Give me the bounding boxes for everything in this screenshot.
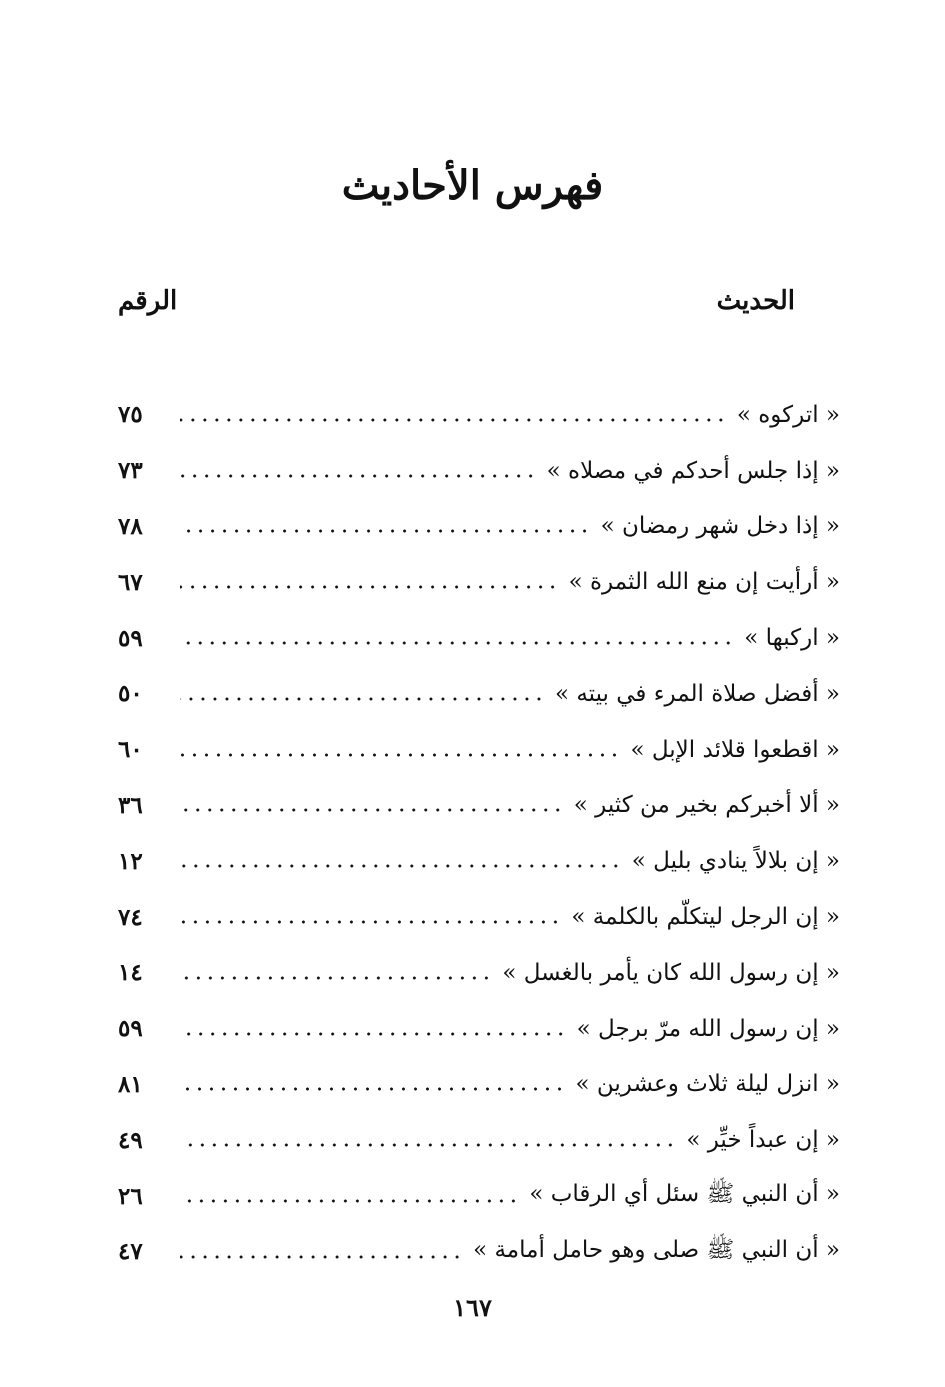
leader-dots	[180, 1255, 463, 1259]
entry-text: « أن النبي ﷺ صلى وهو حامل أمامة »	[473, 1236, 840, 1263]
entry-text: « إن رسول الله مرّ برجل »	[576, 1015, 840, 1042]
entry-number: ٥٩	[118, 1015, 143, 1043]
entry-text: « اقطعوا قلائد الإبل »	[630, 736, 840, 763]
entry-number: ١٤	[118, 959, 143, 987]
entry-number: ٧٣	[118, 457, 143, 485]
leader-dots	[180, 808, 564, 812]
leader-dots	[180, 1143, 676, 1147]
entry-text: « ألا أخبركم بخير من كثير »	[573, 792, 840, 819]
leader-dots	[180, 920, 561, 924]
entry-text: « إن رسول الله كان يأمر بالغسل »	[502, 959, 840, 986]
index-entry	[118, 443, 840, 499]
entry-text: « إذا دخل شهر رمضان »	[600, 513, 840, 540]
leader-dots	[180, 697, 545, 701]
index-entry	[118, 1168, 840, 1224]
leader-dots	[180, 1087, 565, 1091]
page-title: فهرس الأحاديث	[341, 162, 604, 209]
index-entry	[118, 1057, 840, 1113]
leader-dots	[180, 1032, 567, 1036]
index-entry	[118, 387, 840, 443]
leader-dots	[180, 529, 591, 533]
entry-text: « أفضل صلاة المرء في بيته »	[554, 680, 840, 707]
index-entry	[118, 778, 840, 834]
entry-text: « إن الرجل ليتكلّم بالكلمة »	[571, 904, 840, 931]
index-entry	[118, 554, 840, 610]
entry-number: ٤٩	[118, 1126, 143, 1154]
entry-text: « اتركوه »	[736, 401, 840, 428]
column-header-number: الرقم	[118, 286, 178, 316]
entry-number: ٥٩	[118, 624, 143, 652]
index-entry	[118, 499, 840, 555]
entry-number: ٦٧	[118, 568, 143, 596]
column-header-hadith: الحديث	[716, 286, 795, 316]
index-entry	[118, 1112, 840, 1168]
leader-dots	[180, 585, 559, 589]
leader-dots	[180, 976, 492, 980]
entry-number: ٨١	[118, 1070, 143, 1098]
page-number: ١٦٧	[453, 1293, 492, 1322]
index-entry	[118, 1001, 840, 1057]
entry-number: ٤٧	[118, 1238, 143, 1266]
index-entry	[118, 722, 840, 778]
entry-number: ٢٦	[118, 1182, 143, 1210]
index-entry	[118, 889, 840, 945]
entry-number: ١٢	[118, 847, 143, 875]
index-entry	[118, 1224, 840, 1280]
hadith-index-list	[118, 387, 840, 1280]
index-entry	[118, 945, 840, 1001]
entry-text: « إن بلالاً ينادي بليل »	[631, 848, 840, 875]
entry-number: ٧٥	[118, 401, 143, 429]
leader-dots	[180, 864, 622, 868]
leader-dots	[180, 474, 537, 478]
leader-dots	[180, 641, 734, 645]
entry-text: « أن النبي ﷺ سئل أي الرقاب »	[529, 1181, 840, 1208]
entry-number: ٥٠	[118, 680, 143, 708]
leader-dots	[180, 753, 620, 757]
entry-number: ٣٦	[118, 791, 143, 819]
index-entry	[118, 610, 840, 666]
entry-number: ٧٤	[118, 903, 143, 931]
entry-text: « إذا جلس أحدكم في مصلاه »	[546, 457, 840, 484]
entry-text: « إن عبداً خيِّر »	[686, 1127, 840, 1154]
entry-text: « أرأيت إن منع الله الثمرة »	[568, 569, 840, 596]
index-entry	[118, 666, 840, 722]
index-entry	[118, 833, 840, 889]
leader-dots	[180, 1199, 519, 1203]
entry-number: ٧٨	[118, 512, 143, 540]
entry-number: ٦٠	[118, 736, 143, 764]
entry-text: « انزل ليلة ثلاث وعشرين »	[575, 1071, 840, 1098]
entry-text: « اركبها »	[744, 625, 840, 652]
leader-dots	[180, 418, 727, 422]
